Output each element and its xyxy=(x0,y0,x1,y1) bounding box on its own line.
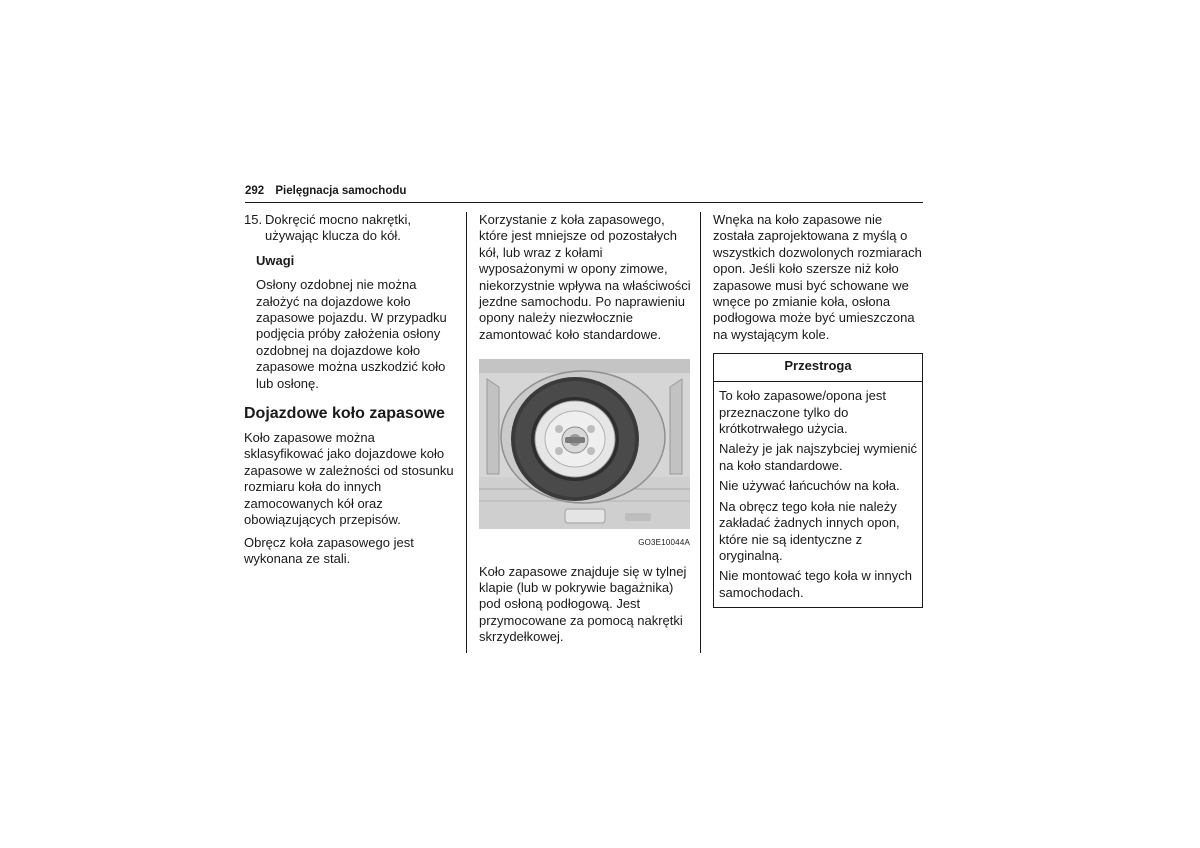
note-title: Uwagi xyxy=(256,252,295,268)
warning-body xyxy=(714,382,922,607)
warning-item: To koło zapasowe/opona jest przeznaczone tylko do krótkotrwałego użycia. xyxy=(719,388,886,437)
column-middle xyxy=(479,212,691,652)
spare-wheel-drawing xyxy=(479,359,690,529)
column-right xyxy=(713,212,925,608)
warning-item: Na obręcz tego koła nie należy zakładać żadnych innych opon, które nie są identyczne z oryginalną. xyxy=(719,498,900,563)
column-left xyxy=(244,212,456,573)
step-text: Dokręcić mocno nakrętki, używając klucza do kół. xyxy=(265,212,411,244)
section-heading: Dojazdowe koło zapasowe xyxy=(244,405,445,423)
procedure-step xyxy=(244,212,456,245)
warning-item: Nie używać łańcuchów na koła. xyxy=(719,478,900,494)
spare-wheel-illustration xyxy=(479,359,690,529)
section-title: Pielęgnacja samochodu xyxy=(275,185,407,197)
step-number: 15. xyxy=(244,212,263,227)
paragraph: Obręcz koła zapasowego jest wykonana ze stali. xyxy=(244,534,414,566)
paragraph: Wnęka na koło zapasowe nie została zaprojektowana z myślą o wszystkich dozwolonych rozmiarach opon. Jeśli koło szersze niż koło zapasowe musi być schowane we wnęce po zmianie koła, osłona podłogowa może być umieszczona na wystającym kole. xyxy=(713,212,922,342)
page-header xyxy=(245,184,923,203)
warning-item: Należy je jak najszybciej wymienić na koło standardowe. xyxy=(719,441,917,473)
warning-box xyxy=(713,353,923,608)
page-number: 292 xyxy=(245,185,265,197)
paragraph: Koło zapasowe można sklasyfikować jako dojazdowe koło zapasowe w zależności od stosunku rozmiaru koła do innych zamocowanych kół oraz obowiązujących przepisów. xyxy=(244,430,454,528)
warning-item: Nie montować tego koła w innych samochodach. xyxy=(719,568,912,600)
column-divider xyxy=(466,212,467,653)
column-divider xyxy=(700,212,701,653)
figure-code: GO3E10044A xyxy=(638,538,690,548)
note-text: Osłony ozdobnej nie można założyć na dojazdowe koło zapasowe pojazdu. W przypadku podjęcia próby założenia osłony ozdobnej na dojazdowe koło zapasowe można uszkodzić koło lub osłonę. xyxy=(256,277,447,391)
paragraph: Korzystanie z koła zapasowego, które jest mniejsze od pozostałych kół, lub wraz z kołami wyposażonymi w opony zimowe, niekorzystnie wpływa na właściwości jezdne samochodu. Po naprawieniu opony należy niezwłocznie zamontować koło standardowe. xyxy=(479,212,691,342)
paragraph: Koło zapasowe znajduje się w tylnej klapie (lub w pokrywie bagażnika) pod osłoną podłogową. Jest przymocowane za pomocą nakrętki skrzydełkowej. xyxy=(479,563,687,645)
warning-title: Przestroga xyxy=(714,354,922,382)
